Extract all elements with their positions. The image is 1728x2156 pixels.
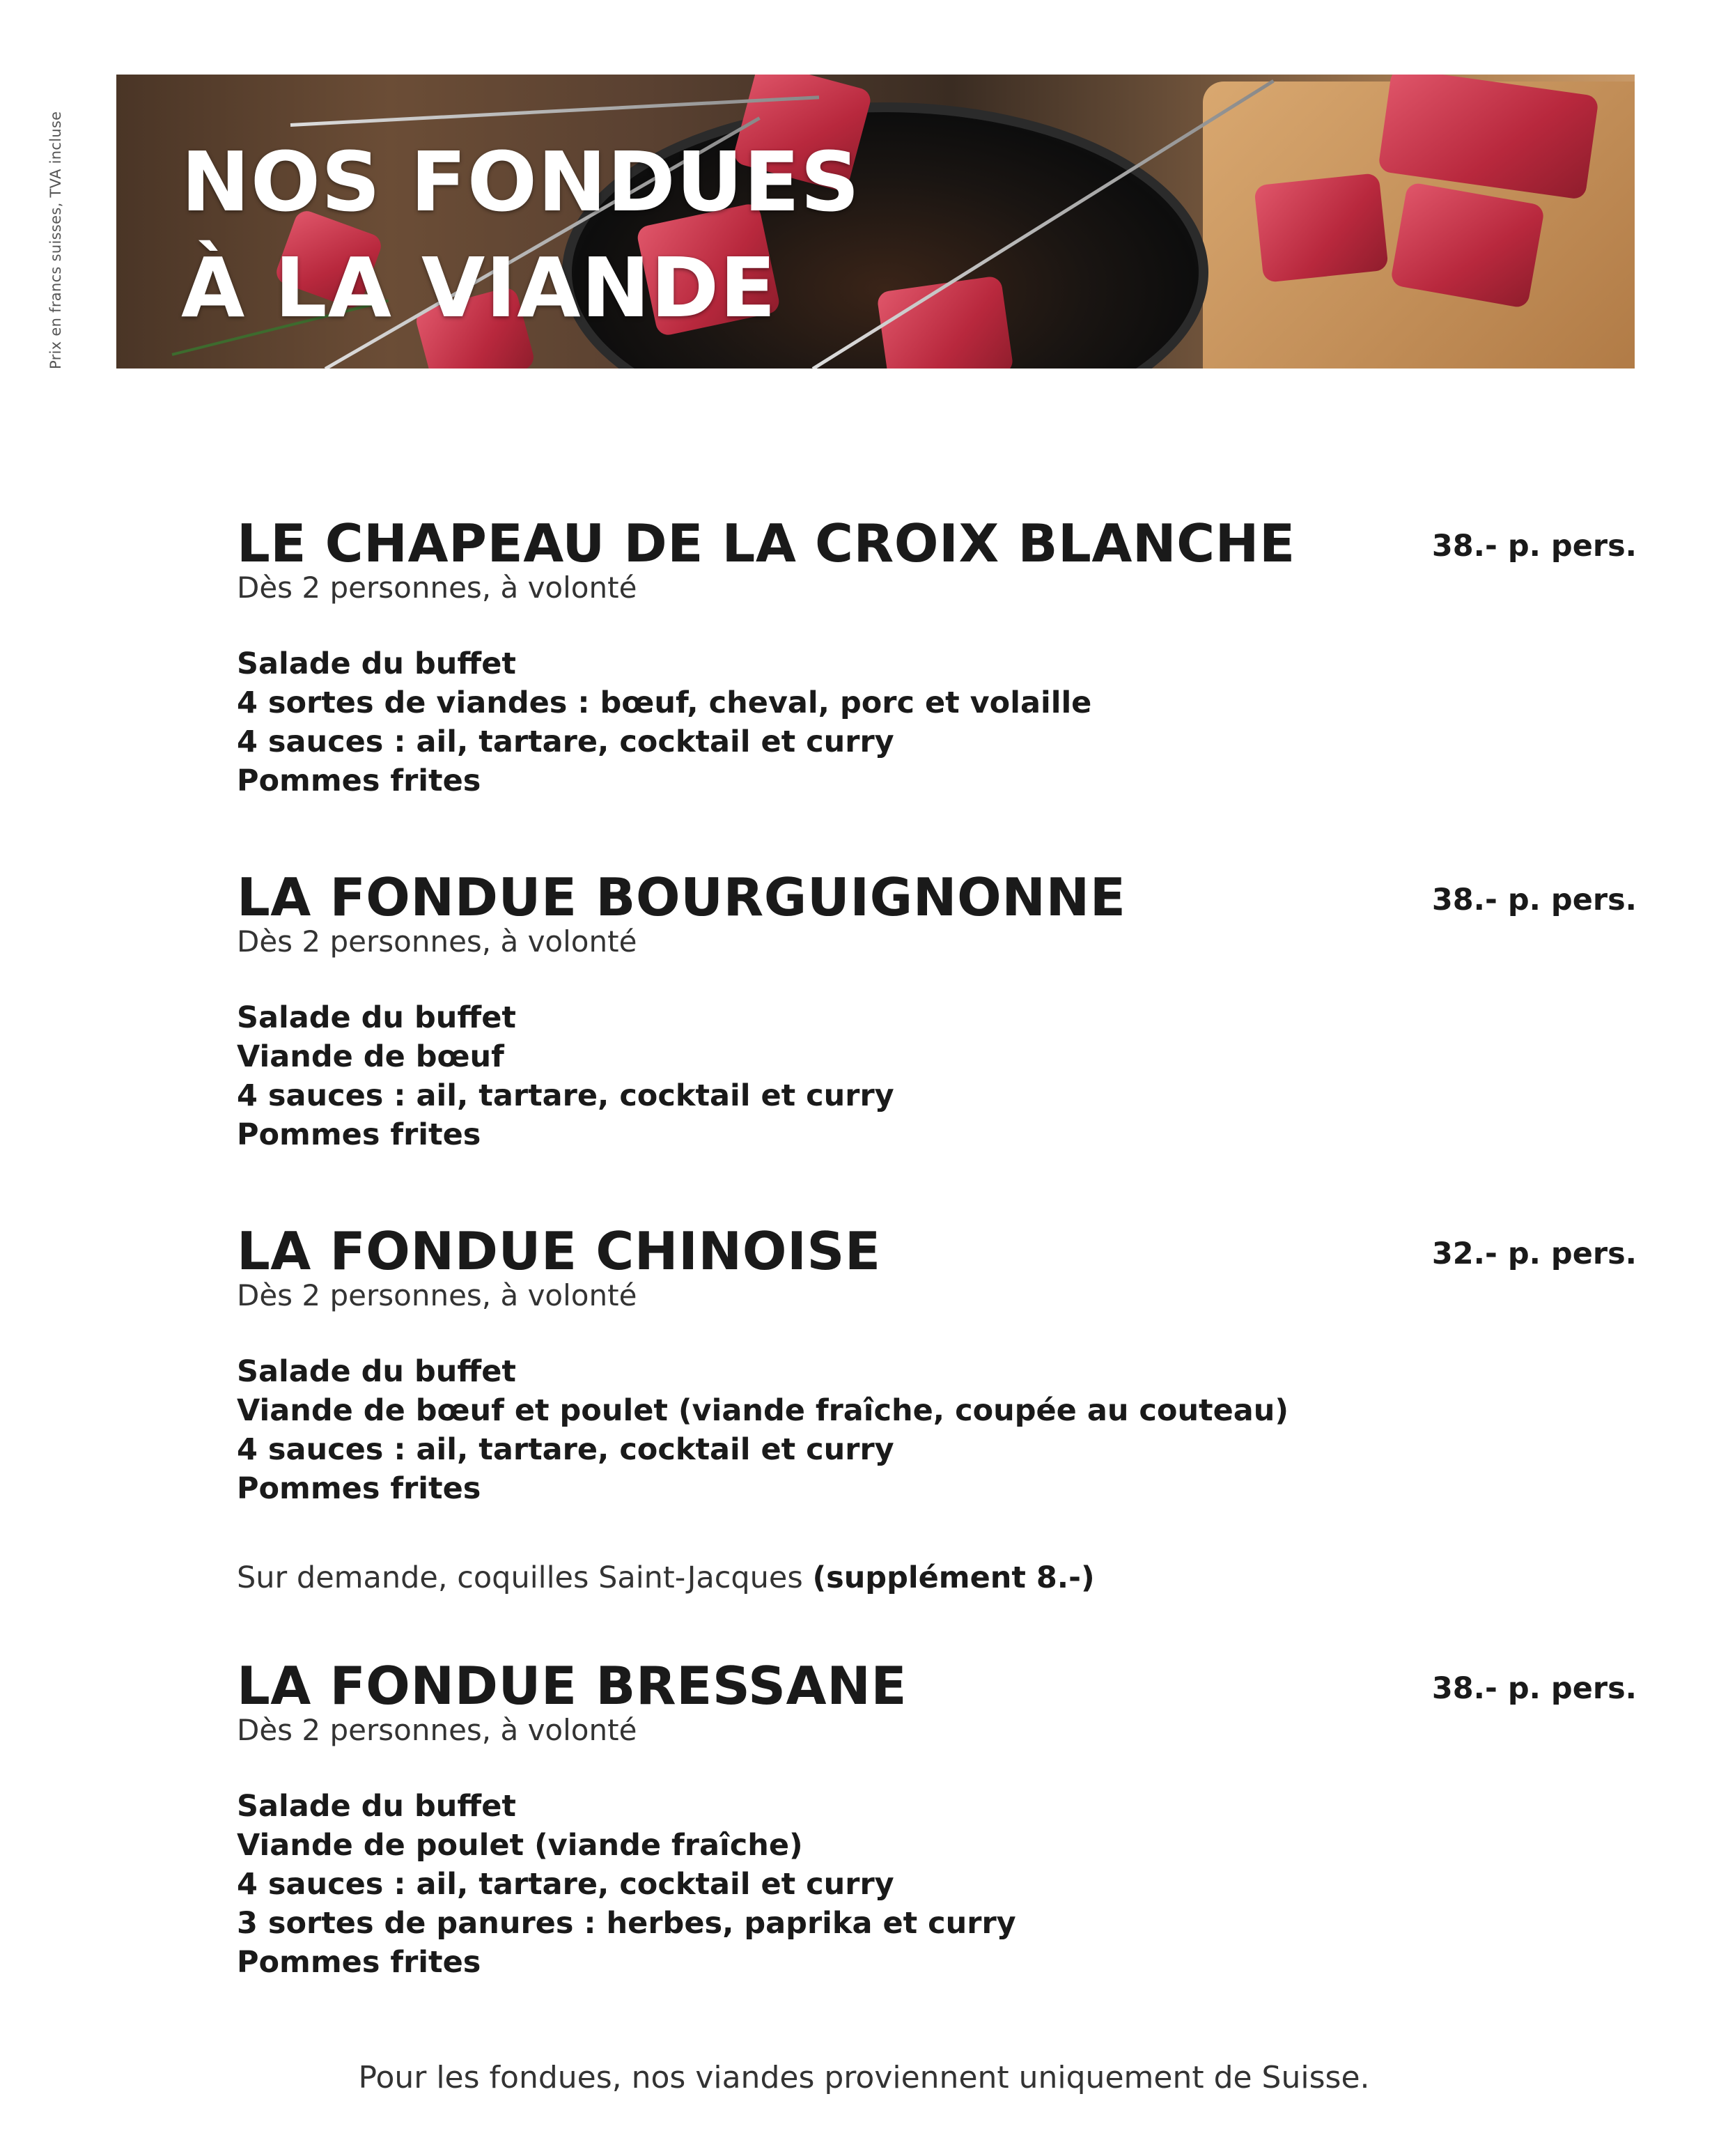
title-line-2: À LA VIANDE bbox=[181, 240, 777, 336]
item-price: 38.- p. pers. bbox=[1431, 529, 1637, 564]
item-line: Salade du buffet bbox=[237, 1789, 516, 1824]
meat-piece bbox=[876, 275, 1014, 369]
item-subtitle: Dès 2 personnes, à volonté bbox=[237, 571, 637, 605]
title-line-1: NOS FONDUES bbox=[181, 134, 861, 230]
item-contents bbox=[237, 998, 1637, 1154]
item-subtitle: Dès 2 personnes, à volonté bbox=[237, 924, 637, 959]
item-line: Viande de bœuf et poulet (viande fraîche, coupée au couteau) bbox=[237, 1393, 1289, 1428]
meat-piece bbox=[1254, 173, 1389, 283]
item-title: LA FONDUE BOURGUIGNONNE bbox=[237, 867, 1126, 928]
item-subtitle: Dès 2 personnes, à volonté bbox=[237, 1278, 637, 1312]
item-line: 4 sortes de viandes : bœuf, cheval, porc et volaille bbox=[237, 685, 1092, 720]
header-banner bbox=[116, 75, 1635, 369]
item-line: Pommes frites bbox=[237, 1471, 481, 1506]
item-line: Pommes frites bbox=[237, 1117, 481, 1152]
item-price: 38.- p. pers. bbox=[1431, 1671, 1637, 1706]
supplement-text: Sur demande, coquilles Saint-Jacques bbox=[237, 1560, 813, 1595]
item-title: LA FONDUE BRESSANE bbox=[237, 1655, 908, 1716]
item-line: 4 sauces : ail, tartare, cocktail et curry bbox=[237, 724, 894, 759]
item-contents bbox=[237, 644, 1637, 800]
item-price: 32.- p. pers. bbox=[1431, 1236, 1637, 1271]
footer-note: Pour les fondues, nos viandes proviennent uniquement de Suisse. bbox=[358, 2060, 1370, 2095]
supplement-note bbox=[237, 1558, 1095, 1597]
menu-item-bressane bbox=[237, 1654, 1637, 1982]
item-line: Salade du buffet bbox=[237, 646, 516, 681]
menu-item-chinoise bbox=[237, 1220, 1637, 1508]
item-line: Viande de poulet (viande fraîche) bbox=[237, 1828, 803, 1863]
item-line: Pommes frites bbox=[237, 1945, 481, 1980]
page-title bbox=[181, 129, 860, 341]
item-contents bbox=[237, 1352, 1637, 1508]
supplement-price: (supplément 8.-) bbox=[812, 1560, 1095, 1595]
item-title: LE CHAPEAU DE LA CROIX BLANCHE bbox=[237, 513, 1295, 574]
item-contents bbox=[237, 1787, 1637, 1982]
item-line: 4 sauces : ail, tartare, cocktail et curry bbox=[237, 1078, 894, 1113]
item-subtitle: Dès 2 personnes, à volonté bbox=[237, 1713, 637, 1747]
menu-item-chapeau bbox=[237, 512, 1637, 800]
item-line: 4 sauces : ail, tartare, cocktail et curry bbox=[237, 1867, 894, 1902]
item-title: LA FONDUE CHINOISE bbox=[237, 1220, 881, 1282]
item-line: Salade du buffet bbox=[237, 1000, 516, 1035]
menu-item-bourguignonne bbox=[237, 866, 1637, 1154]
item-line: 3 sortes de panures : herbes, paprika et curry bbox=[237, 1906, 1016, 1941]
item-line: Pommes frites bbox=[237, 763, 481, 798]
item-price: 38.- p. pers. bbox=[1431, 883, 1637, 917]
item-line: Viande de bœuf bbox=[237, 1039, 504, 1074]
price-note: Prix en francs suisses, TVA incluse bbox=[47, 111, 64, 369]
item-line: 4 sauces : ail, tartare, cocktail et curry bbox=[237, 1432, 894, 1467]
item-line: Salade du buffet bbox=[237, 1354, 516, 1389]
